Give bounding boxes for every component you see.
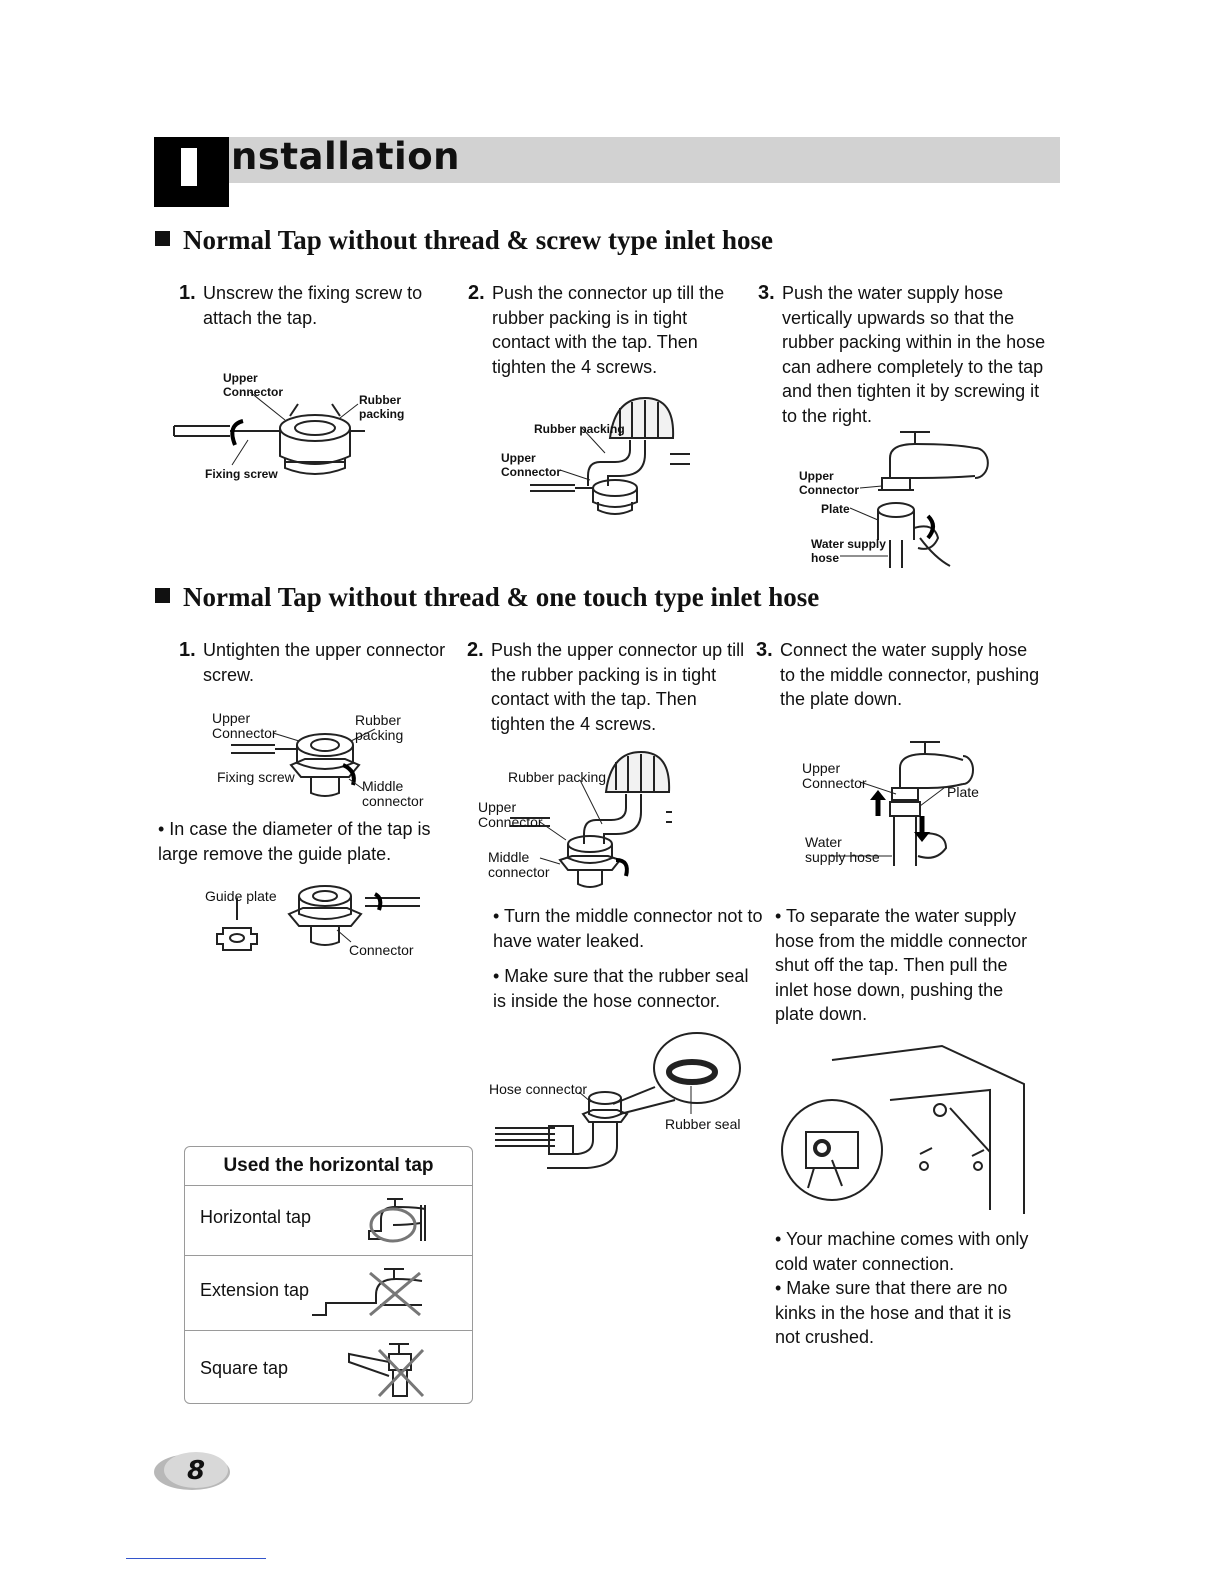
label-upper-connector: Upper Connector	[223, 371, 283, 399]
note-guide-plate: • In case the diameter of the tap is large remove the guide plate.	[158, 819, 431, 864]
label-fixing-screw: Fixing screw	[217, 769, 295, 785]
section1-title: Normal Tap without thread & screw type inlet hose	[183, 225, 774, 255]
s2-step-3	[756, 638, 1041, 712]
step-number: 3.	[758, 282, 775, 304]
label-rubber-packing: Rubber packing	[508, 769, 607, 785]
row-label: Extension tap	[200, 1280, 310, 1300]
section2-heading	[155, 580, 819, 614]
page-number: 8	[186, 1456, 206, 1486]
label-upper-connector: Upper Connector	[212, 710, 277, 741]
section1-heading	[155, 223, 773, 257]
label-water-supply-hose: Water supply hose	[805, 834, 880, 865]
step-number: 2.	[467, 639, 484, 661]
step-text: Untighten the upper connector screw.	[203, 640, 446, 685]
s2-step-1	[179, 638, 464, 687]
step-text: Push the connector up till the rubber packing is in tight contact with the tap. Then tighten the 4 screws.	[492, 283, 725, 377]
label-connector: Connector	[349, 942, 414, 958]
label-water-supply-hose: Water supply hose	[811, 537, 886, 565]
tap-type-table	[184, 1146, 473, 1404]
step-text: Push the upper connector up till the rubber packing is in tight contact with the tap. Then tighten the 4 screws.	[491, 640, 745, 734]
step-number: 1.	[179, 639, 196, 661]
step-text: Unscrew the fixing screw to attach the tap.	[203, 283, 423, 328]
bullet-separate-hose: • To separate the water supply hose from the middle connector shut off the tap. Then pull the inlet hose down, pushing the plate down.	[775, 906, 1028, 1024]
square-bullet-icon	[155, 231, 170, 246]
label-middle-connector: Middle connector	[362, 778, 424, 809]
bullet-kinks: • Make sure that there are no kinks in the hose and that it is not crushed.	[775, 1278, 1012, 1347]
square-bullet-icon	[155, 588, 170, 603]
page-title: nstallation	[231, 135, 460, 178]
row-label: Horizontal tap	[200, 1207, 312, 1227]
step-number: 2.	[468, 282, 485, 304]
label-rubber-packing: Rubber packing	[359, 393, 405, 421]
label-upper-connector: Upper Connector	[478, 799, 543, 830]
label-rubber-seal: Rubber seal	[665, 1116, 741, 1132]
square-tap-icon	[345, 1340, 435, 1400]
table-row	[185, 1255, 472, 1331]
label-middle-connector: Middle connector	[488, 849, 550, 880]
label-upper-connector: Upper Connector	[802, 760, 867, 791]
label-rubber-packing: Rubber packing	[355, 712, 404, 743]
label-plate: Plate	[947, 784, 979, 800]
step-number: 3.	[756, 639, 773, 661]
s1-step-3	[758, 281, 1048, 428]
step-text: Push the water supply hose vertically upwards so that the rubber packing within in the hose can adhere completely to the tap and then tighten it by screwing it to the right.	[782, 283, 1046, 426]
step-number: 1.	[179, 282, 196, 304]
label-upper-connector: Upper Connector	[501, 451, 561, 479]
s2-step-2	[467, 638, 752, 736]
s1-step-1	[179, 281, 449, 330]
section2-title: Normal Tap without thread & one touch type inlet hose	[183, 582, 820, 612]
step-text: Connect the water supply hose to the middle connector, pushing the plate down.	[780, 640, 1040, 709]
table-title: Used the horizontal tap	[185, 1147, 472, 1186]
row-label: Square tap	[200, 1358, 289, 1378]
footer-line	[126, 1558, 266, 1559]
label-guide-plate: Guide plate	[205, 888, 277, 904]
hose-connector-illustration	[495, 1032, 745, 1172]
horizontal-tap-icon	[363, 1195, 433, 1247]
label-fixing-screw: Fixing screw	[205, 467, 278, 481]
label-plate: Plate	[821, 502, 850, 516]
table-row	[185, 1185, 472, 1256]
extension-tap-icon	[310, 1265, 430, 1327]
label-hose-connector: Hose connector	[489, 1081, 588, 1097]
s1-step-2	[468, 281, 743, 379]
machine-inlet-illustration	[780, 1040, 1030, 1210]
bullet-middle-connector: • Turn the middle connector not to have water leaked.	[493, 906, 763, 951]
label-upper-connector: Upper Connector	[799, 469, 859, 497]
label-rubber-packing: Rubber packing	[534, 422, 625, 436]
bullet-rubber-seal: • Make sure that the rubber seal is inside the hose connector.	[493, 966, 749, 1011]
header-initial	[181, 148, 197, 186]
table-row	[185, 1330, 472, 1403]
bullet-cold-water: • Your machine comes with only cold water connection.	[775, 1229, 1029, 1274]
